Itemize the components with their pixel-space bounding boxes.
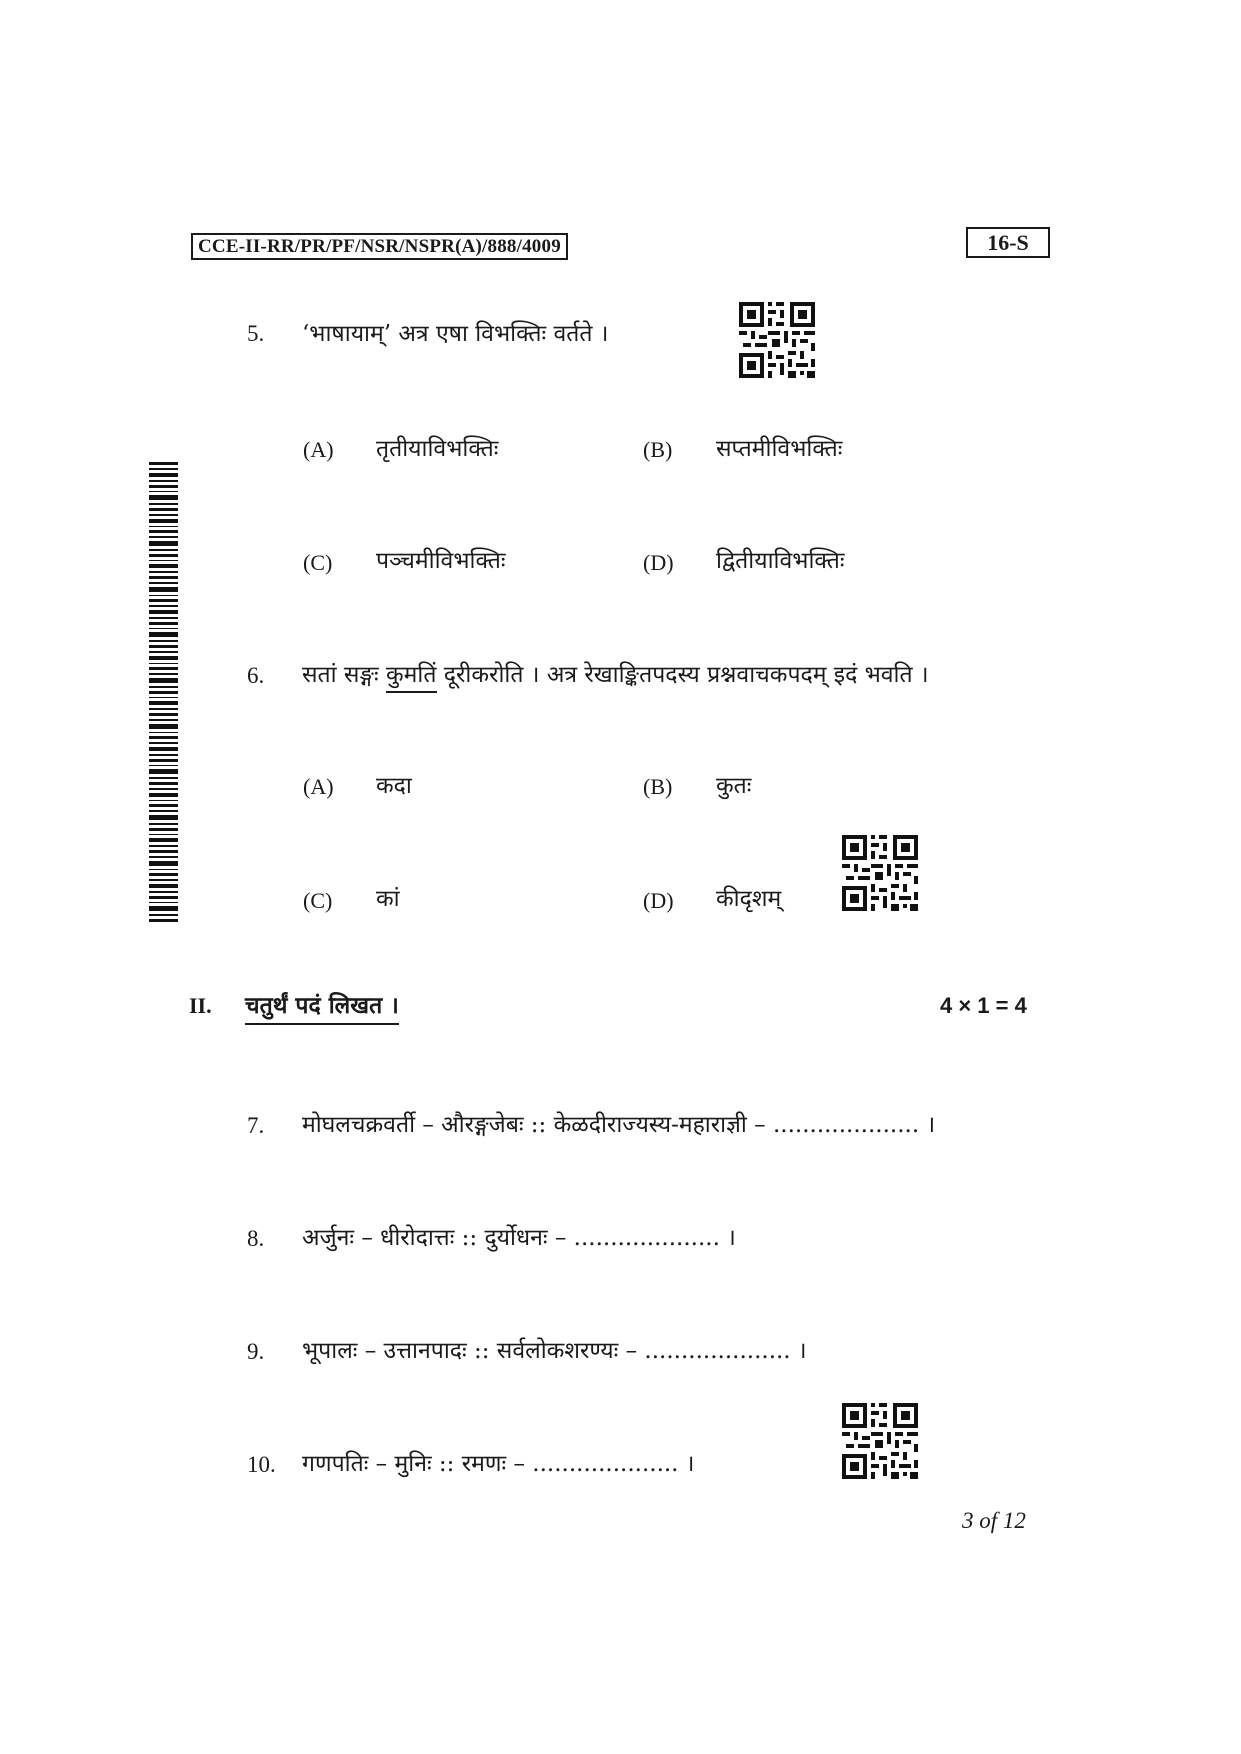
option-text: कदा	[376, 773, 412, 799]
question-text: ‘भाषायाम्’ अत्र एषा विभक्तिः वर्तते ।	[302, 321, 609, 347]
option-label: (D)	[643, 888, 674, 913]
underlined-word: कुमतिं	[386, 662, 437, 693]
barcode	[149, 462, 178, 924]
option-text: पञ्चमीविभक्तिः	[376, 548, 506, 574]
option-text: सप्तमीविभक्तिः	[716, 436, 843, 462]
option-text: द्वितीयाविभक्तिः	[716, 548, 845, 574]
question-number: 7.	[247, 1113, 265, 1138]
option-text: तृतीयाविभक्तिः	[376, 436, 499, 462]
qr-code	[739, 302, 815, 378]
option-label: (A)	[303, 437, 334, 462]
qr-code	[842, 835, 918, 911]
option-label: (C)	[303, 550, 333, 575]
question-number: 5.	[247, 321, 265, 346]
option-text: कुतः	[716, 773, 752, 799]
question-number: 6.	[247, 663, 265, 688]
page-number: 3 of 12	[962, 1508, 1026, 1533]
section-marks: 4 × 1 = 4	[940, 993, 1027, 1018]
qr-code	[842, 1403, 918, 1479]
question-number: 10.	[247, 1452, 276, 1477]
option-text: कीदृशम्	[716, 886, 782, 912]
option-text: कां	[376, 886, 400, 912]
question-text	[302, 657, 929, 689]
question-text: अर्जुनः – धीरोदात्तः :: दुर्योधनः – .................... ।	[302, 1225, 736, 1251]
question-number: 8.	[247, 1226, 265, 1251]
option-label: (B)	[643, 774, 673, 799]
option-label: (C)	[303, 888, 333, 913]
section-number: II.	[189, 993, 212, 1018]
question-text: गणपतिः – मुनिः :: रमणः – .................... ।	[302, 1451, 695, 1477]
question-text-after: दूरीकरोति । अत्र रेखाङ्कितपदस्य प्रश्नवाचकपदम् इदं भवति ।	[436, 662, 929, 688]
option-label: (B)	[643, 437, 673, 462]
section-title: चतुर्थं पदं लिखत ।	[245, 988, 399, 1025]
question-number: 9.	[247, 1339, 265, 1364]
question-text-before: सतां सङ्गः	[302, 662, 386, 688]
option-label: (D)	[643, 550, 674, 575]
option-label: (A)	[303, 774, 334, 799]
question-text: मोघलचक्रवर्ती – औरङ्गजेबः :: केळदीराज्यस्य-महाराज्ञी – .................... ।	[302, 1112, 936, 1138]
set-code: 16-S	[966, 227, 1050, 258]
paper-code: CCE-II-RR/PR/PF/NSR/NSPR(A)/888/4009	[191, 233, 568, 260]
question-text: भूपालः – उत्तानपादः :: सर्वलोकशरण्यः – .................... ।	[302, 1338, 807, 1364]
